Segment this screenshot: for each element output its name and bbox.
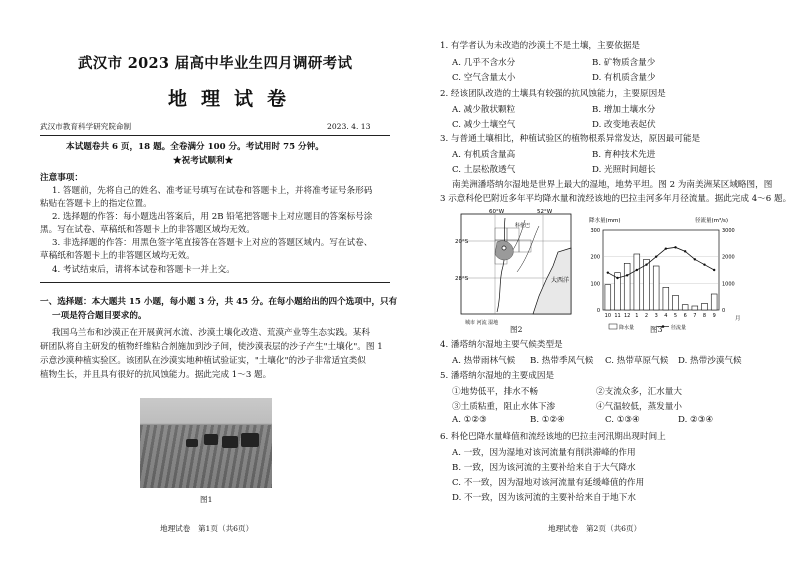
- city-corumba: [502, 246, 506, 250]
- notice-line: 4. 考试结束后，请将本试卷和答题卡一并上交。: [52, 265, 235, 275]
- figure3-caption: 图3: [650, 325, 663, 334]
- section-heading: 一、选择题：本大题共 15 小题，每小题 3 分，共 45 分。在每小题给出的四个选项中，只有: [40, 297, 398, 307]
- y2-axis-label: 径流量(m³/s): [695, 218, 729, 224]
- tractor: [222, 436, 238, 448]
- q2-option-c[interactable]: C. 减少土壤空气: [452, 120, 516, 130]
- q3-option-b[interactable]: B. 育种技术先进: [592, 150, 656, 160]
- lat-label: 28°S: [455, 276, 469, 282]
- y-tick-label: 200: [590, 254, 600, 261]
- precip-bar: [605, 285, 611, 310]
- figure1-caption: 图1: [200, 495, 213, 504]
- precip-bar: [673, 295, 679, 310]
- q5-option-d[interactable]: D. ②③④: [678, 415, 714, 425]
- runoff-point: [645, 263, 647, 265]
- q1-stem: 1. 有学者认为未改造的沙漠土不是土壤，主要依据是: [440, 41, 640, 51]
- q2-stem: 2. 经该团队改造的土壤具有较强的抗风蚀能力，主要原因是: [440, 89, 666, 99]
- q5-option-b[interactable]: B. ①②④: [530, 415, 565, 425]
- tractor: [186, 439, 198, 447]
- precip-bar: [624, 263, 630, 310]
- q2-option-a[interactable]: A. 减少散状颗粒: [452, 105, 516, 115]
- y2-tick-label: 3000: [722, 228, 735, 234]
- tractor: [204, 434, 218, 445]
- x-tick-label: 1: [635, 313, 639, 319]
- q5-option-c[interactable]: C. ①③④: [605, 415, 640, 425]
- q6-option-d[interactable]: D. 不一致，因为该河流的主要补给来自于地下水: [452, 493, 636, 503]
- q2-option-d[interactable]: D. 改变地表起伏: [592, 120, 656, 130]
- q5-statement-4: ④气温较低，蒸发量小: [596, 402, 682, 412]
- passage-line: 我国乌兰布和沙漠正在开展黄河水流、沙漠土壤化改造、荒漠产业等生态实践。某科: [52, 328, 370, 338]
- q5-stem: 5. 潘塔纳尔湿地的主要成因是: [440, 371, 555, 381]
- runoff-point: [607, 271, 609, 273]
- x-tick-label: 6: [683, 313, 687, 319]
- q1-option-a[interactable]: A. 几乎不含水分: [452, 58, 516, 68]
- q6-stem: 6. 科伦巴降水量峰值和流经该地的巴拉圭河汛期出现时间上: [440, 432, 666, 442]
- figure1-photo: [140, 398, 272, 488]
- runoff-point: [616, 277, 618, 279]
- x-tick-label: 2: [644, 313, 649, 319]
- ocean-label: 大西洋: [551, 277, 570, 284]
- q3-option-a[interactable]: A. 有机质含量高: [452, 150, 516, 160]
- y-tick-label: 300: [590, 228, 600, 234]
- runoff-point: [713, 269, 715, 271]
- legend-bar-label: 降水量: [619, 325, 635, 331]
- q3-option-d[interactable]: D. 光照时间超长: [592, 165, 656, 175]
- precip-bar: [653, 266, 659, 310]
- city-label: 科伦巴: [515, 223, 531, 229]
- precip-bar: [682, 305, 688, 310]
- figure2-map: [455, 208, 580, 330]
- q4-stem: 4. 潘塔纳尔湿地主要气候类型是: [440, 340, 563, 350]
- passage-line: 研团队将自主研发的植物纤维粘合剂施加到沙子间，使沙漠表层的沙子产生"土壤化"。图 1: [40, 342, 383, 352]
- figure3-chart: [585, 212, 753, 334]
- blessing: ★祝考试顺利★: [173, 156, 234, 166]
- header-rule: [40, 135, 390, 136]
- precip-bar: [711, 294, 717, 310]
- line-series: [607, 246, 716, 279]
- legend-line-label: 径流量: [671, 325, 687, 331]
- y2-tick-label: 1000: [722, 281, 735, 288]
- notice-title: 注意事项：: [40, 173, 83, 183]
- q4-option-b[interactable]: B. 热带季风气候: [530, 356, 594, 366]
- x-tick-label: 9: [712, 313, 716, 319]
- subject-title: 地理试卷: [168, 88, 301, 110]
- passage-line: 植物生长，并且具有很好的抗风蚀能力。据此完成 1～3 题。: [40, 370, 272, 380]
- x-tick-label: 7: [693, 313, 697, 319]
- precip-bar: [663, 287, 669, 310]
- runoff-point: [694, 258, 696, 260]
- y-tick-label: 0: [596, 308, 600, 314]
- figure2-caption: 图2: [510, 325, 523, 334]
- exam-title: 武汉市 2023 届高中毕业生四月调研考试: [78, 55, 353, 72]
- q5-statement-3: ③土质粘重，阻止水体下渗: [452, 402, 556, 412]
- page-footer: 地理试卷 第1页（共6页）: [160, 524, 254, 533]
- notice-line: 2. 选择题的作答：每小题选出答案后，用 2B 铅笔把答题卡上对应题目的答案标号涂: [52, 212, 373, 222]
- y-tick-label: 100: [590, 281, 600, 288]
- q1-option-c[interactable]: C. 空气含量太小: [452, 73, 516, 83]
- x-tick-label: 5: [673, 313, 678, 319]
- q6-option-c[interactable]: C. 不一致，因为湿地对该河流量有延缓峰值的作用: [452, 478, 645, 488]
- precip-bar: [692, 306, 698, 310]
- q6-option-b[interactable]: B. 一致，因为该河流的主要补给来自于大气降水: [452, 463, 636, 473]
- x-tick-label: 8: [702, 313, 707, 319]
- q3-stem: 3. 与普通土壤相比，种植试验区的植物根系异常发达，原因最可能是: [440, 134, 701, 144]
- runoff-point: [674, 246, 676, 248]
- x-tick-label: 11: [614, 313, 621, 319]
- exam-intro: 本试题卷共 6 页，18 题。全卷满分 100 分。考试用时 75 分钟。: [66, 142, 324, 152]
- y2-tick-label: 0: [722, 308, 726, 314]
- precip-bar: [634, 254, 640, 310]
- x-tick-label: 4: [664, 313, 668, 319]
- runoff-line: [608, 247, 714, 278]
- map-legend: 城市 河流 湿地: [465, 320, 499, 326]
- x-tick-label: 3: [654, 313, 658, 319]
- q4-option-c[interactable]: C. 热带草原气候: [605, 356, 669, 366]
- runoff-point: [703, 263, 705, 265]
- passage2-line: 南美洲潘塔纳尔湿地是世界上最大的湿地，地势平坦。图 2 为南美洲某区域略图，图: [452, 180, 773, 190]
- lon-label: 60°W: [489, 209, 505, 215]
- q1-option-b[interactable]: B. 矿物质含量少: [592, 58, 656, 68]
- page-footer: 地理试卷 第2页（共6页）: [548, 524, 642, 533]
- passage2-line: 3 示意科伦巴附近多年平均降水量和流经该地的巴拉圭河多年月径流量。据此完成 4～6 题。: [440, 194, 792, 204]
- issuer: 武汉市教育科学研究院命制: [40, 122, 132, 131]
- legend-bar-swatch: [609, 324, 617, 329]
- q5-statement-1: ①地势低平，排水不畅: [452, 387, 538, 397]
- notice-line: 黑。写在试卷、草稿纸和答题卡上的非答题区域均无效。: [40, 225, 255, 235]
- x-axis-label: 月: [735, 316, 741, 322]
- q5-statement-2: ②支流众多，汇水量大: [596, 387, 682, 397]
- x-tick-label: 10: [604, 313, 612, 319]
- y2-tick-label: 2000: [722, 254, 735, 261]
- runoff-point: [636, 269, 638, 271]
- notice-rule: [40, 282, 390, 283]
- lon-label: 52°W: [537, 209, 553, 215]
- q2-option-b[interactable]: B. 增加土壤水分: [592, 105, 656, 115]
- x-tick-label: 12: [623, 313, 631, 319]
- notice-line: 3. 非选择题的作答：用黑色签字笔直接答在答题卡上对应的答题区域内。写在试卷、: [52, 238, 373, 248]
- tractor: [241, 433, 259, 447]
- q3-option-c[interactable]: C. 土层松散透气: [452, 165, 516, 175]
- precip-bar: [644, 259, 650, 310]
- runoff-point: [655, 255, 657, 257]
- exam-date: 2023. 4. 13: [327, 122, 371, 131]
- q4-option-a[interactable]: A. 热带雨林气候: [452, 356, 516, 366]
- notice-line: 1. 答题前，先将自己的姓名、准考证号填写在试卷和答题卡上，并将准考证号条形码: [52, 186, 373, 196]
- q4-option-d[interactable]: D. 热带沙漠气候: [678, 356, 742, 366]
- section-heading-cont: 一项是符合题目要求的。: [52, 311, 147, 321]
- precip-bar: [702, 303, 708, 310]
- notice-line: 粘贴在答题卡上的指定位置。: [40, 199, 152, 209]
- q1-option-d[interactable]: D. 有机质含量少: [592, 73, 656, 83]
- runoff-point: [626, 274, 628, 276]
- passage-line: 示意沙漠种植实验区。该团队在沙漠实地种植试验证实，"土壤化"的沙子非常适宜类似: [40, 356, 366, 366]
- lat-label: 20°S: [455, 239, 469, 245]
- y-axis-label: 降水量(mm): [589, 218, 621, 224]
- q5-option-a[interactable]: A. ①②③: [452, 415, 487, 425]
- runoff-point: [684, 250, 686, 252]
- runoff-point: [665, 247, 667, 249]
- notice-line: 草稿纸和答题卡上的非答题区域均无效。: [40, 251, 195, 261]
- q6-option-a[interactable]: A. 一致，因为湿地对该河流量有削洪滞峰的作用: [452, 448, 636, 458]
